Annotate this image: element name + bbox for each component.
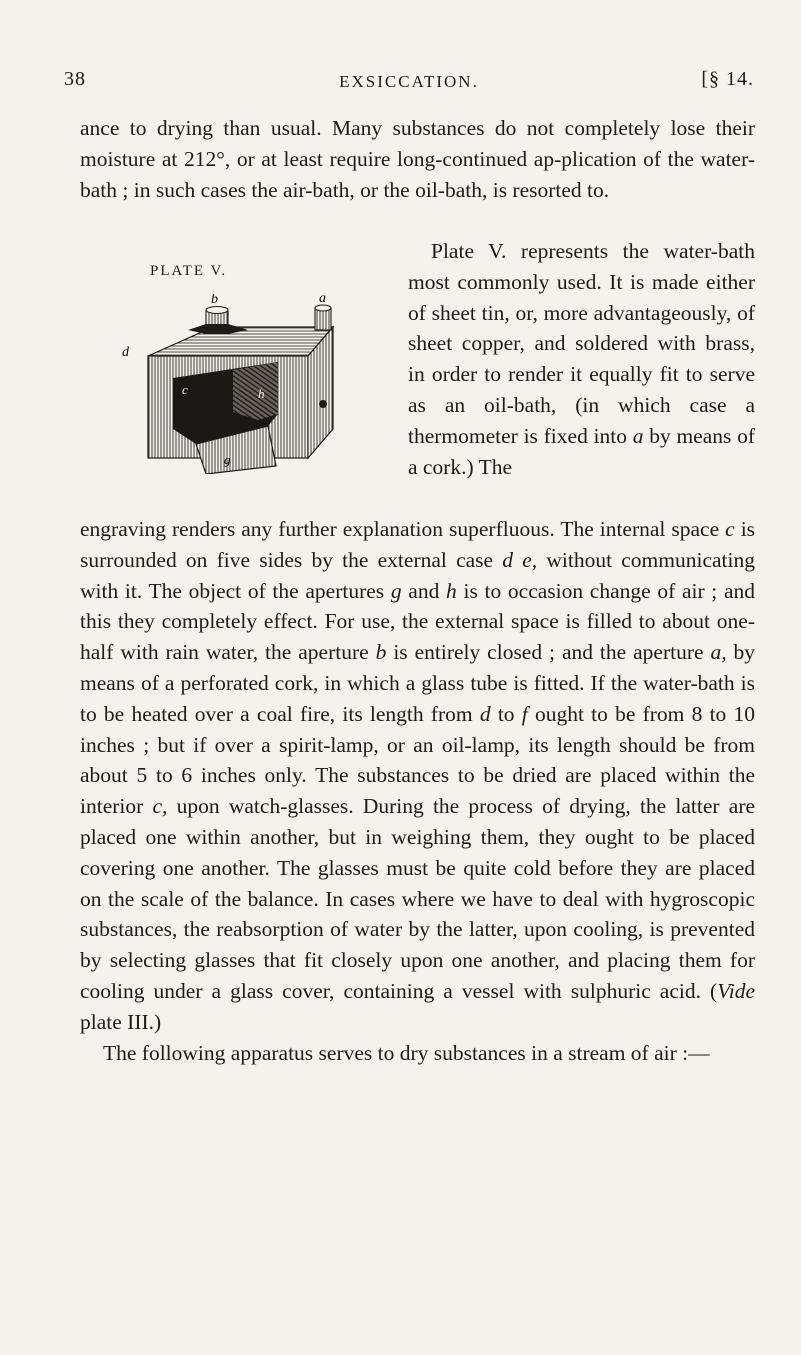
- text-run: plate III.): [80, 1009, 162, 1034]
- letter-c: c,: [152, 794, 168, 819]
- letter-f: f: [521, 701, 528, 726]
- inner-wall: [233, 362, 278, 420]
- plate-label: PLATE V.: [150, 263, 228, 279]
- text-run: upon watch-glasses. During the process of drying, the latter are placed one within another, but in weighing them, they ought to be placed covering one another. The glasses must be quite cold before they are placed on the scale of the balance. In cases where we have to deal with hygroscopic substances, the reabsorption of water by the latter, upon cooling, is prevented by selecting glasses that fit closely upon one another, and placing them for cooling under a glass cover, containing a vessel with sulphuric acid. (: [80, 794, 756, 1003]
- label-d: d: [122, 345, 129, 360]
- text-run: and: [408, 578, 440, 603]
- page-number: 38: [64, 68, 86, 90]
- main-paragraph-1: [80, 514, 755, 1038]
- letter-c: c: [725, 517, 735, 541]
- side-text-1: Plate V. represents the water-bath most commonly used. It is made either of sheet tin, or, more advantageously, of sheet copper, and soldered with brass, in order to render it equally fit to serve as an oil-bath, (in which case a thermometer is fixed into: [408, 239, 755, 448]
- side-text-2: by means of a cork.) The: [408, 423, 756, 479]
- aperture-h: [319, 400, 327, 408]
- label-g: g: [224, 452, 231, 467]
- text-run: without communicating with it. The object of the apertures: [80, 547, 755, 603]
- intro-paragraph: [80, 113, 755, 205]
- side-paragraph: [408, 236, 755, 482]
- water-bath-engraving: [118, 294, 363, 474]
- side-letter-a: a: [632, 423, 644, 448]
- vide-italic: Vide: [717, 978, 755, 1003]
- text-run: by means of a perforated cork, in which a glass tube is fitted. If the water-bath is to be heated over a coal fire, its length from: [80, 640, 756, 726]
- section-mark: [§ 14.: [701, 68, 754, 90]
- text-run: is surrounded on five sides by the external case: [80, 517, 756, 572]
- letter-a: a,: [710, 640, 727, 665]
- letters-de: d e,: [502, 547, 538, 572]
- label-c: c: [182, 382, 188, 397]
- letter-b: b: [375, 640, 387, 665]
- page-header: [64, 68, 754, 98]
- intro-text: ance to drying than usual. Many substances do not completely lose their moisture at 212°, or at least require long-continued ap-plication of the water-bath ; in such cases the air-bath, or the oil-bath, is resorted to.: [80, 116, 755, 202]
- text-run: to: [497, 701, 515, 726]
- main-paragraphs: [80, 514, 755, 1068]
- text-run: ought to be from 8 to 10 inches ; but if over a spirit-lamp, or an oil-lamp, its length should be from about 5 to 6 inches only. The substances to be dried are placed within the interior: [80, 701, 756, 819]
- letter-d: d: [479, 701, 491, 726]
- label-b: b: [211, 294, 218, 307]
- label-h: h: [258, 386, 265, 401]
- text-run: engraving renders any further explanation superfluous. The internal space: [80, 517, 720, 541]
- label-a: a: [319, 294, 326, 306]
- main-paragraph-2: The following apparatus serves to dry substances in a stream of air :—: [103, 1040, 710, 1065]
- letter-g: g: [390, 578, 402, 603]
- text-run: is entirely closed ; and the aperture: [393, 640, 704, 665]
- text-run: is to occasion change of air ; and this they completely effect. For use, the external space is filled to about one-half with rain water, the aperture: [80, 578, 756, 665]
- letter-h: h: [446, 578, 457, 603]
- running-title: EXSICCATION.: [339, 72, 479, 91]
